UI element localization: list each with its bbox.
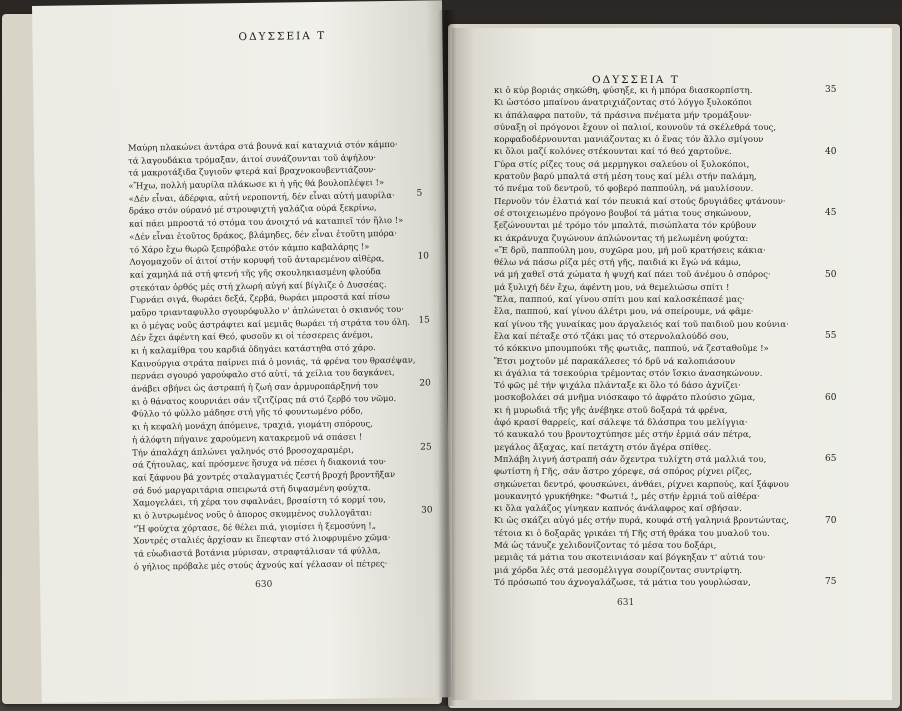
verse-line: κι ὁ λυτρωμένος νοῦς ὁ ἀπορος σκυμμένος συλλογᾶται: [133,507,373,521]
verse-line: Κι ὡστόσο μπαίνου άνατριχιάζοντας στό λόγγο ξυλοκόποι [494,98,753,109]
line-number: 40 [825,146,837,157]
verse-line: σηκώνεται δεντρό, φουσκώνει, άνθάει, ρίχνει καρπούς, καί ξάφνου [494,479,789,490]
verse-line: Φύλλο τό φύλλο μάδησε στή γῆς τό φουντωμένο ρόδο, [131,405,364,420]
verse-line: κι άγάλια τά τσεκούρια τρέμοντας στόν ἴσκιο άνασηκώνουν. [494,368,763,379]
verse-line: Χαμογελάει, τή χέρα του σφαλνάει, βρσαίστη τό κορμί του, [132,494,386,508]
verse-line: μεγάλος ἄξαχας, καί πετάχτη στόν ἄγέρα σπίθες. [494,442,712,453]
verse-line: κι άκράνυχα ζυγώνουν άπλώνοντας τή μελωμένη φούχτα: [494,233,749,244]
verse-line: Γύρα στίς ρίζες τους σά μερμηγκοι σαλεύου οἱ ξυλοκόποι, [494,159,750,170]
verse-line: καί χαμηλά πά στή φτενή τῆς γῆς σκουληκιασμένη φλούδα [129,266,382,280]
verse-line: Μπλάβη λιγνή άστραπή σάν ὄχεντρα τυλίχτη στά μαλλιά του, [494,454,767,465]
verse-line: κι ὁ θάνατος κουρνιάει σάν τζιτζίρας πά στό ζερβό του νῶμο. [131,392,397,407]
line-number: 75 [825,577,837,587]
verse-line: τά λαγουδάκια τρόμαξαν, άιτοί συνάζουνται τοῦ ἀψήλου· [128,151,377,166]
line-number: 45 [825,208,837,218]
verse-line: σέ στοιχειωμένο πρόγονο βουβοί τά μάτια τους σηκώνουν, [494,208,752,219]
verse-line: ξεζώνουνται μέ τρόμο τόν μπαλτά, πισώπλατα τόν κρύβουν [494,221,757,232]
verse-line: μεμιᾶς τά μάτια του σκοτεινιάσαν καί βόγκηξαν τ' αὐτιά του· [494,553,766,564]
line-number: 70 [825,515,837,526]
verse-line: καί πάει μπροστά τό στόμα του άνοιχτό νά καταπιεῖ τόν ἥλιο !» [128,214,404,229]
verse-line: Μά ὡς τάνυζε χελιδονίζοντας τό μέσα του δοξάρι, [494,540,717,551]
verse-line: τά μακροτάξιδα ζυγιοῦν φτερά καί βραχνοκουβεντιάζουν· [128,164,377,179]
right-verse-list [494,85,824,589]
verse-line: τό κόκκινο μπουμπούκι τῆς φωτιᾶς, παππού, νά ζεσταθοῦμε !» [494,344,769,355]
right-page [452,28,892,700]
verse-line: στεκόταν ὀρθός μές στή χλωρή αὐγή καί βίγλιζε ὁ Δυσσέας. [129,278,387,293]
verse-line: δράκο στόν ούρανό μέ στρουφιχτή γαλάζια ούρά ξεκρίνω, [128,202,377,217]
line-number: 20 [419,378,431,389]
right-running-head: ΟΔΥΣΣΕΙΑ Τ [592,74,680,86]
verse-line: καί ξάφνου βά χοντρές σταλαγματιές ζεστή βροχή βροντῆξαν [132,468,396,483]
verse-line: μοσκοβολάει σά μνῆμα νιόσκαφο τό ἀφράτο πλούσιο χῶμα, [494,393,756,404]
verse-line: «Ἔ δρῦ, παππούλη μου, συχῶρα μου, μή μοῦ κρατήσεις κάκια· [494,245,766,256]
line-number: 55 [825,331,837,341]
verse-line: μά ξυλιχή δέν ἔχω, άφέντη μου, νά θεμελιώσω σπίτι ! [494,282,730,293]
verse-line: Τήν άπαλάχη άπλώνει γαληνός στό βροσοχαραμέρι, [132,444,354,458]
verse-line: «Δέν εἶναι, άδέρφια, αὐτή νεροποντή, δέν εἶναι αὐτή μαυρίλα· [128,189,395,204]
verse-line: «Ἤχω, πολλή μαυρίλα πλάκωσε κι ἡ γῆς θά βουλοπλέψει !» [128,177,385,191]
line-number: 60 [825,392,837,403]
verse-line: κι ἡ καλαμίθρα του καρδιά ὁδηγάει κατάστηθα στό χάρο. [130,342,376,356]
verse-line: Καινούργια στράτα παίρνει πιά ὁ μονιάς, τά φρένα του θρασέψαν, [130,354,416,369]
verse-line: μιά χόρδα λές στά μεσομέλιγγα σουρίζοντας συντρίφτη. [494,565,742,576]
verse-line: ἔλα καί πέταξε στό τζάκι μας τό στερνολαλούδό σου, [494,331,729,342]
line-number: 25 [420,442,432,453]
line-number: 30 [421,505,433,516]
verse-line: Τό πρόσωπό του άχνογαλάζωσε, τά μάτια του γουρλώσαν, [494,577,751,588]
verse-line: περνάει σγουρό γαρούφαλο στό αὐτί, τά χείλια του δαγκάνει, [131,367,395,382]
left-page-number: 630 [255,579,273,590]
verse-line: καί γίνου τῆς γυναίκας μου άργαλειός καί τοῦ παιδιοῦ μου κούνια· [494,319,789,330]
line-number: 5 [416,188,423,199]
verse-line: τό Χάρο ἔχω θωρῶ ξεπρόβαλε στόν κάμπο καβαλάρης !» [129,240,370,255]
left-page [32,0,452,703]
verse-line: Ἔτσι μοχτοῦν μέ παρακάλεσες τό δρῦ νά καλοπιάσουν [494,356,736,367]
line-number: 65 [825,454,837,464]
verse-line: "Ἡ φούχτα χόρτασε, δέ θέλει πιά, γιομίσει ἡ ξεμοσύνη !„ [133,519,377,534]
verse-line: Γυρνάει σιγά, θωράει δεξά, ζερβά, θωράει μπροστά καί πίσω [130,291,390,305]
verse-line: ἡ άλόφτη πήγαινε χαρούμενη κατακρεμοῦ νά σπάσει ! [131,431,363,445]
verse-line: Ἔλα, παππού, καί γίνου σπίτι μου καί καλοσκέπασέ μας· [494,295,745,306]
verse-line: Κι ὡς σκάζει αὐγό μές στήν πυρά, κουφά στή γαληνιά βροντώντας, [494,516,789,527]
verse-line: ἀφό κρασί θαρρείς, καί σάλεψε τά δλάσπρα του μελίγγια· [494,418,748,429]
verse-line: τά εὐωδιαστά βοτάνια μύρισαν, στραφτάλισαν τά φύλλα, [133,545,381,559]
verse-line: κι ἡ κεφαλή μονάχη άπόμεινε, τραχιά, γιομάτη σπόρους, [131,418,373,432]
verse-line: τό καυκαλό του βροντοχτύπησε μές στήν ἐρμιά σάν πέτρα, [494,430,752,441]
verse-line: Περνοῦν τόν ἐλατιά καί τόν πευκιά καί στούς δρυγιάδες φτάνουν· [494,196,786,207]
verse-line: κι άπάλαφρα πατοῦν, τά πράσινα πνέματα μήν τρομάξουν· [494,110,752,121]
verse-line: θέλω νά πάσω ρίζα μές στή γῆς, παιδιά κι ἔγώ νά κάμω, [494,258,742,269]
verse-line: Δέν ἔχει άφέντη καί Θεό, φυσοῦν κι οἱ τέσσερεις άνέμοι, [130,329,374,343]
verse-line: κι ὅλοι μαζί κολόνες στέκουνται καί τό θεό χαρτοῦνε. [494,147,732,158]
line-number: 15 [418,315,430,326]
verse-line: μουκανητό γρυκήθηκε: "Φωτιά !„ μές στήν ἐρμιά τοῦ αἰθέρα· [494,491,760,502]
line-number: 35 [825,85,837,95]
line-number: 10 [417,251,430,262]
verse-line: κι ἡ μυρωδιά τῆς γῆς ἀνέβηκε στοῦ δοξαρά τά φρένα, [494,405,728,416]
verse-line: σά δυό μαργαριτάρια σπειρωτά στή διψασμένη φούχτα. [132,481,371,496]
verse-line: νά μή χαθεῖ στά χώματα ἡ ψυχή καί πάει τοῦ άνέμου ὁ σπόρος· [494,270,771,281]
verse-line: ἔλα, παππού, καί γίνου άλέτρι μου, νά σπείρουμε, νά φᾶμε· [494,307,754,318]
verse-line: κι ὅλα γαλάζος γίνηκαν καπνός άνάλαφρος καί σβήσαν. [494,504,742,515]
verse-line: σά ζήτουλας, καί πρόσμενε ἥσυχα νά πέσει ἡ διακονιά του· [132,456,387,470]
verse-line: φωτίστη ἡ Γῆς, σάν ἄστρο χόρεψε, σά σπόρος ρίχνει ρίζες, [494,467,752,478]
left-running-head: ΟΔΥΣΣΕΙΑ Τ [238,29,327,44]
verse-line: Χοντρές σταλιές ἀρχίσαν κι ἔπεφταν στό λιοφρυμένο χῶμα· [133,532,391,546]
verse-line: Τό φῶς μέ τήν ψιχάλα πλάνταξε κι ὅλο τό δάσο ἀχνίζει· [494,381,741,392]
verse-line: «Δέν εἶναι ἐτοῦτος δράκος, βλάμηδες, δέν εἶναι ἐτοῦτη μπόρα· [129,227,397,242]
right-page-number: 631 [617,598,635,608]
left-verse-list [128,137,439,573]
verse-line: άνάβει σβήνει ὡς άστραπή ἡ ζωή σαν ἀρμυροπάρξηνή του [131,380,379,394]
verse-line: σύναξη οἱ πρόγονοι ἔχουν οἱ παλιοί, κουνοῦν τά σκέλεθρά τους, [494,122,777,133]
verse-line: κορφαδοδέρνουνται μανιάζοντας κι ὁ ἕνας τόν ἄλλο σμίγουν [494,135,764,146]
line-number: 50 [825,269,837,280]
verse-line: κι ὁ κύρ βοριάς σηκώθη, φύσηξε, κι ἡ μπόρα διασκορπίστη. [494,86,753,96]
verse-line: Λογομαχοῦν οἱ άιτοί στήν κορυφή τοῦ ἀνταρεμένου αἰθέρα, [129,253,385,267]
verse-line: τέτοια κι ὁ δοξαρᾶς γρικάει τή Γῆς στή θράκα του μυαλοῦ του. [494,528,770,539]
verse-line: μαῦρο τριανταφυλλο σγουρόφυλλο ν' ἁπλώνεται ὁ σκιανός του· [130,303,404,318]
verse-line: τό πνέμα τοῦ δεντροῦ, τό φοβερό παππούλη, νά μαυλίσουν. [494,184,754,195]
verse-line: κι ὁ μέγας νοῦς άστράφτει καί μεμιᾶς θωράει τή στράτα του όλη. [130,316,410,331]
verse-line: ὁ γήλιος πρόβαλε μές στούς ἀχνούς καί γέλασαν οἱ πέτρες· [133,557,388,572]
verse-line: κρατοῦν βαρύ μπαλτά στή μέση τους καί μέλι στήν παλάμη, [494,172,757,183]
book-gutter [438,10,456,706]
verse-line: Μαύρη πλακώνει άντάρα στά βουνά καί καταχνιά στόν κάμπο· [127,138,398,153]
